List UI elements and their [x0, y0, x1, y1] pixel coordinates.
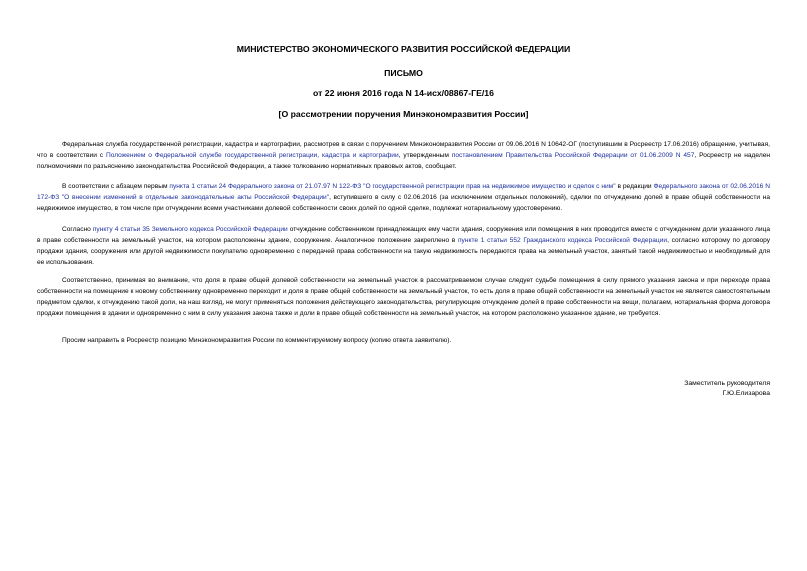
legal-reference-link[interactable]: пункте 1 статьи 552 Гражданского кодекса Российской Федерации — [457, 237, 668, 244]
paragraph-2 — [37, 181, 770, 214]
signature-position: Заместитель руководителя — [684, 380, 770, 387]
paragraph-1 — [37, 139, 770, 172]
paragraph-text: Согласно — [62, 226, 93, 233]
paragraph-text: , вступившего в силу с 02.06.2016 (за исключением отдельных положений), сделки по отчуждению долей в праве общей собственности на недвижимое имущество, в том числе при отчуждении всеми участниками долевой собственности своих долей по одной сделке, подлежат нотариальному удостоверению. — [37, 194, 770, 212]
legal-reference-link[interactable]: Положением о Федеральной службе государственной регистрации, кадастра и картографии — [105, 152, 399, 159]
paragraph-text: , утвержденным — [398, 152, 452, 159]
paragraph-text: , Росреестр не наделен полномочиями по разъяснению законодательства Российской Федерации, а также толкованию нормативных правовых актов, сообщает. — [37, 152, 771, 170]
legal-reference-link[interactable]: Федерального закона от 02.06.2016 N 172-ФЗ "О внесении изменений в отдельные законодательные акты Российской Федерации" — [37, 183, 770, 201]
paragraph-text: Федеральная служба государственной регистрации, кадастра и картографии, рассмотрев в связи с поручением Минэкономразвития России от 09.06.2016 N 10642-ОГ (поступившим в Росреестр 17.06.2016) обращение, учитывая, что в соответствии с — [37, 141, 770, 159]
paragraph-text: Соответственно, принимая во внимание, что доля в праве общей долевой собственности на земельный участок в рассматриваемом случае следует судьбе помещения в силу прямого указания закона и при переходе права собственности на помещение к новому собственнику одновременно переходит и доля в праве общей собственности на земельный участок, то есть доля в праве общей собственности на земельный участок не является самостоятельным предметом сделки, к отчуждению такой доли, на наш взгляд, не могут применяться положения действующего законодательства, регулирующие отчуждение долей в праве собственности на вещи, полагаем, нотариальная форма договора продажи помещения в здании и одновременно с ним в силу указания закона также и доли в праве общей собственности на земельный участок, на котором расположено указанное здание, не требуется. — [37, 277, 770, 317]
paragraph-text: , согласно которому по договору продажи здания, сооружения или другой недвижимости покупателю одновременно с передачей права собственности на такую недвижимость передаются права на земельный участок, занятый такой недвижимостью и необходимый для ее использования. — [37, 237, 771, 266]
paragraph-text: в редакции — [615, 183, 654, 190]
paragraph-5 — [37, 335, 770, 346]
document-date-number: от 22 июня 2016 года N 14-исх/08867-ГЕ/16 — [313, 88, 494, 98]
paragraph-text: В соответствии с абзацем первым — [62, 183, 170, 190]
paragraph-text: отчуждение собственником принадлежащих ему части здания, сооружения или помещения в них проводится вместе с отчуждением доли указанного лица в праве собственности на земельный участок, на котором расположены здание, сооружение. Аналогичное положение закреплено в — [37, 226, 770, 244]
legal-reference-link[interactable]: постановлением Правительства Российской Федерации от 01.06.2009 N 457 — [451, 152, 695, 159]
paragraph-4 — [37, 275, 770, 319]
ministry-heading: МИНИСТЕРСТВО ЭКОНОМИЧЕСКОГО РАЗВИТИЯ РОССИЙСКОЙ ФЕДЕРАЦИИ — [236, 44, 571, 54]
legal-reference-link[interactable]: пункту 4 статьи 35 Земельного кодекса Российской Федерации — [92, 226, 288, 233]
document-subject: [О рассмотрении поручения Минэкономразвития России] — [278, 109, 529, 119]
document-type: ПИСЬМО — [384, 68, 423, 78]
paragraph-text: Просим направить в Росреестр позицию Минэкономразвития России по комментируемому вопросу (копию ответа заявителю). — [62, 337, 452, 344]
paragraph-3 — [37, 224, 770, 268]
legal-reference-link[interactable]: пункта 1 статьи 24 Федерального закона от 21.07.97 N 122-ФЗ "О государственной регистрации прав на недвижимое имущество и сделок с ним" — [169, 183, 616, 190]
signature-name: Г.Ю.Елизарова — [722, 390, 770, 397]
